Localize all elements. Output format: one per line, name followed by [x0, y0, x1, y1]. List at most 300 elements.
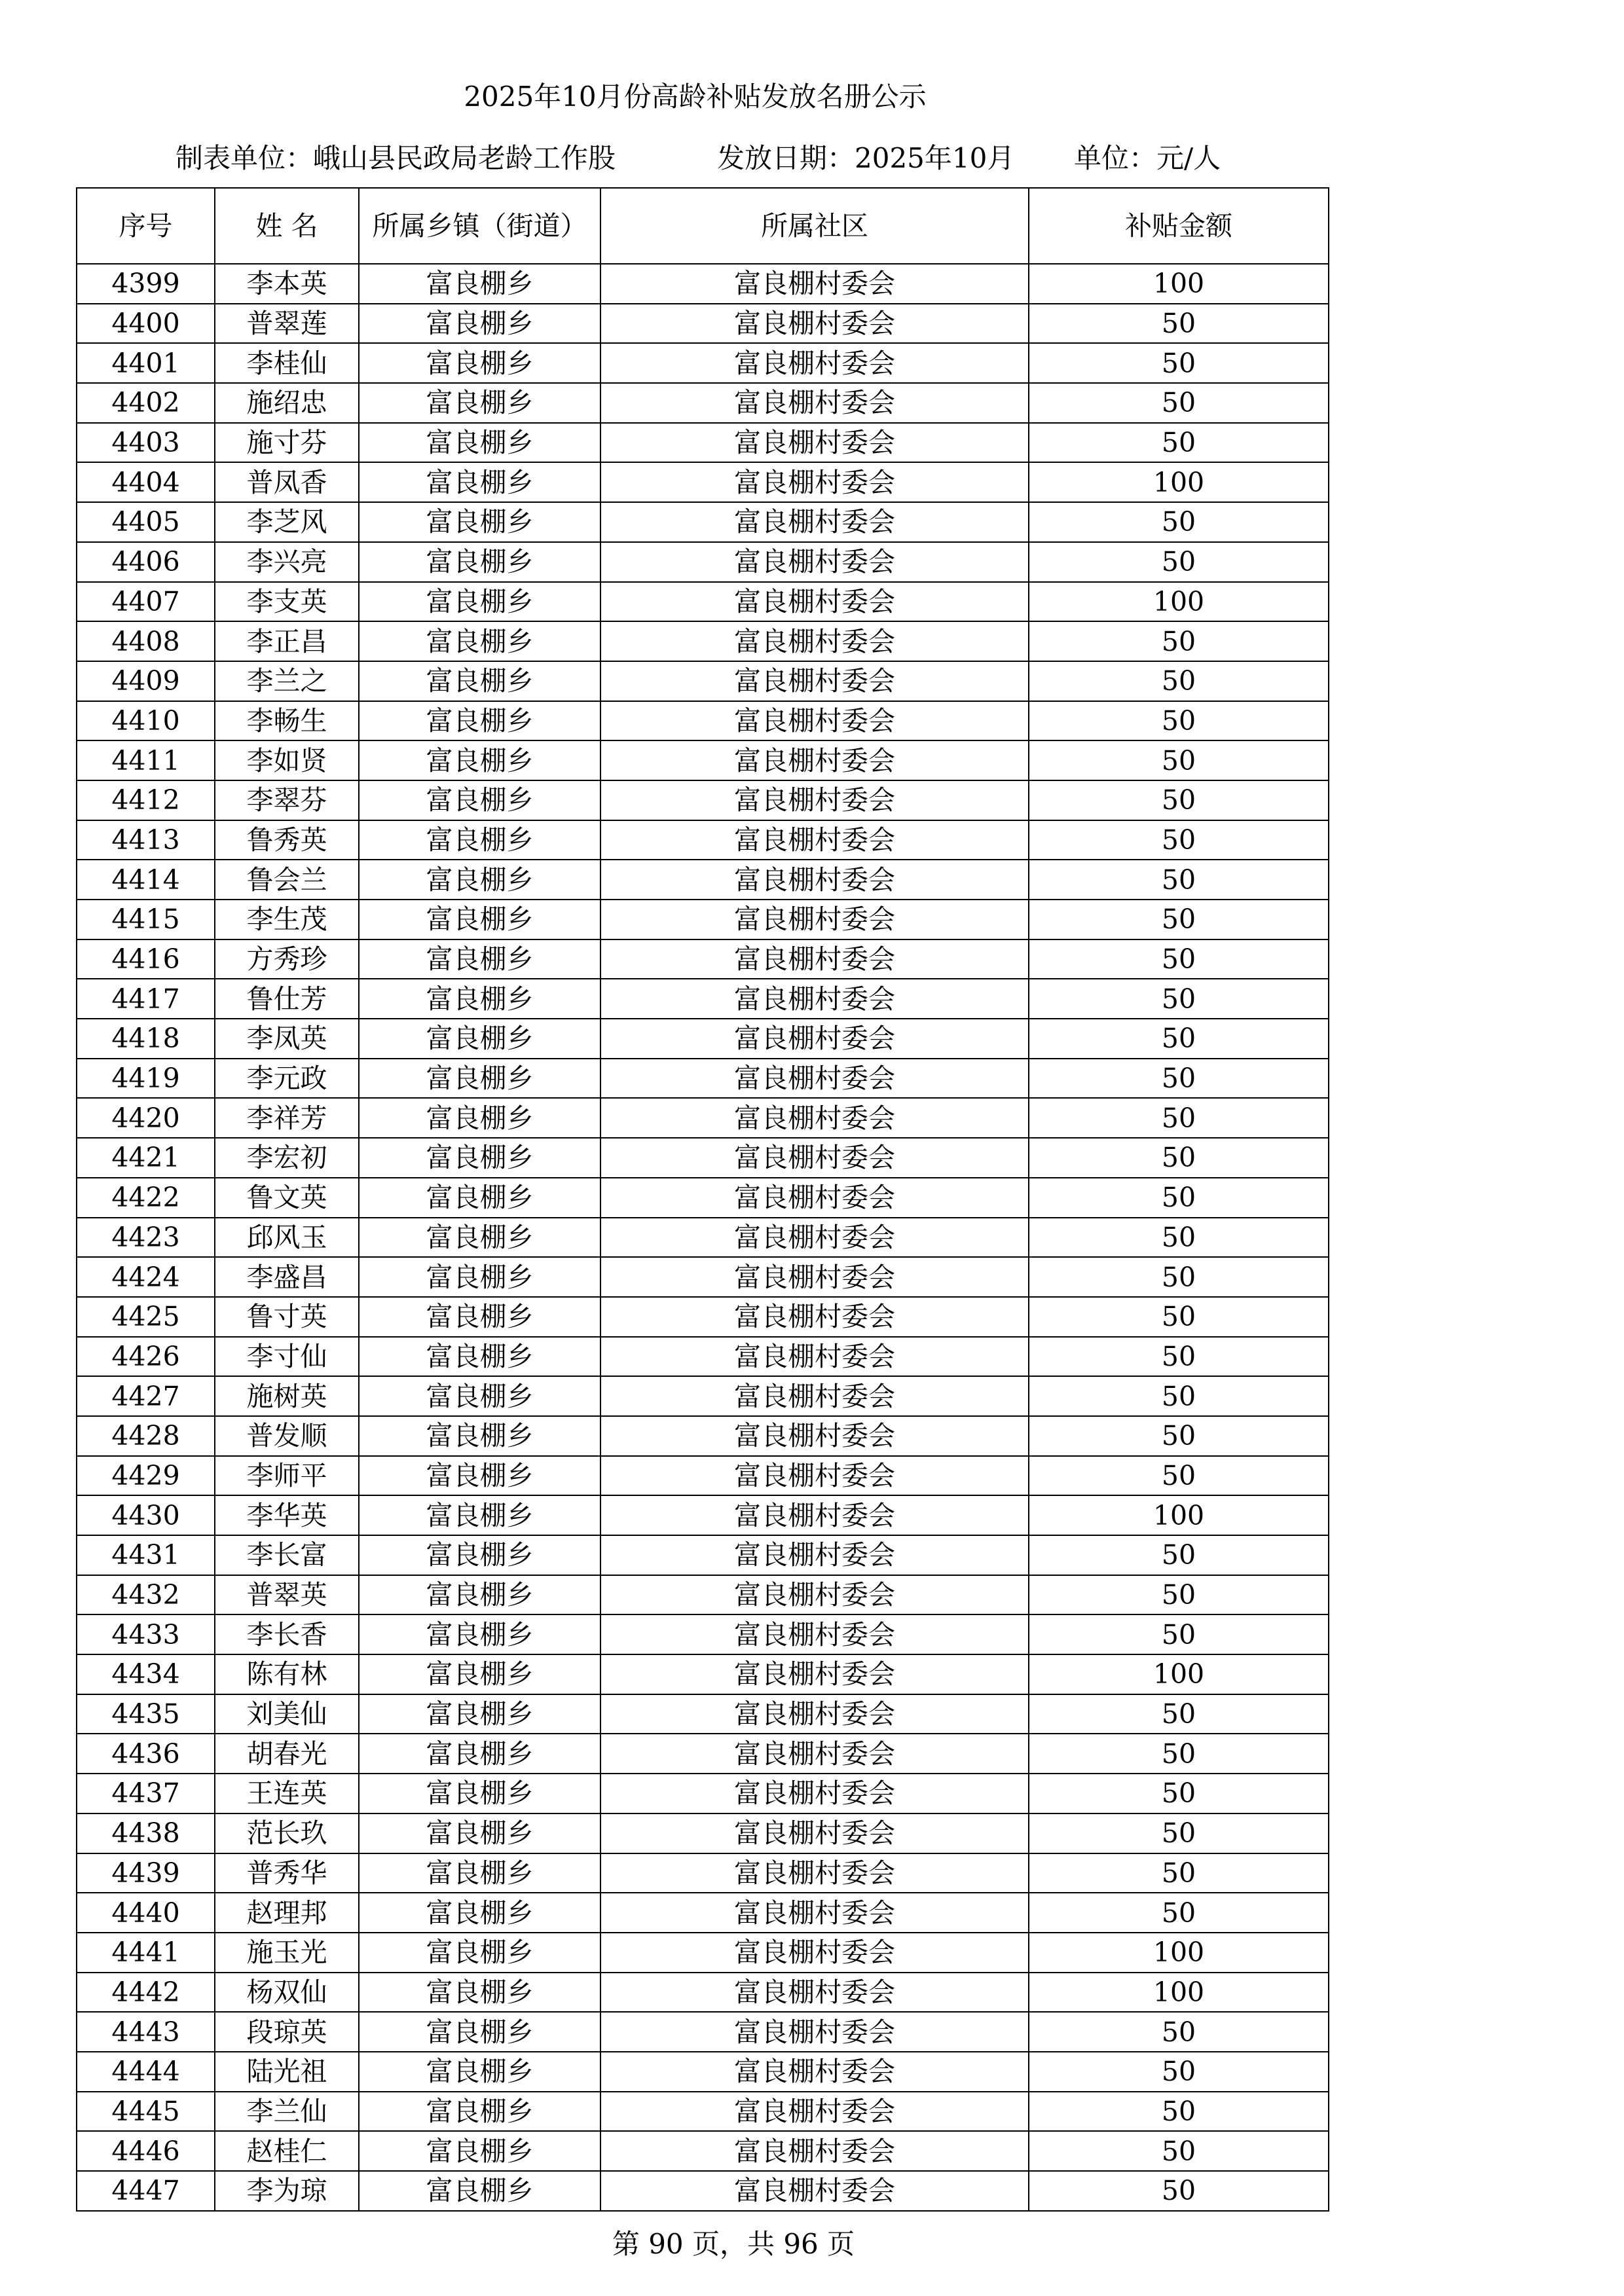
cell-community: 富良棚村委会	[600, 2052, 1029, 2092]
cell-serial: 4427	[77, 1376, 215, 1416]
table-row	[77, 900, 1329, 939]
table-row	[77, 780, 1329, 820]
cell-township: 富良棚乡	[359, 820, 600, 860]
cell-name: 施绍忠	[215, 383, 359, 423]
cell-amount: 50	[1029, 1376, 1329, 1416]
cell-name: 李祥芳	[215, 1098, 359, 1138]
cell-serial: 4411	[77, 740, 215, 780]
cell-township: 富良棚乡	[359, 462, 600, 502]
table-row	[77, 1535, 1329, 1575]
table-row	[77, 979, 1329, 1019]
cell-community: 富良棚村委会	[600, 1337, 1029, 1377]
cell-name: 李兰之	[215, 661, 359, 701]
table-row	[77, 1098, 1329, 1138]
cell-amount: 100	[1029, 264, 1329, 304]
cell-township: 富良棚乡	[359, 661, 600, 701]
cell-serial: 4403	[77, 423, 215, 463]
document-title: 2025年10月份高龄补贴发放名册公示	[464, 81, 927, 113]
cell-name: 李翠芬	[215, 780, 359, 820]
table-row	[77, 1893, 1329, 1933]
header-township: 所属乡镇（街道）	[359, 188, 600, 264]
cell-amount: 50	[1029, 1218, 1329, 1258]
cell-serial: 4442	[77, 1973, 215, 2013]
cell-serial: 4431	[77, 1535, 215, 1575]
cell-community: 富良棚村委会	[600, 1535, 1029, 1575]
cell-township: 富良棚乡	[359, 582, 600, 622]
cell-amount: 50	[1029, 701, 1329, 741]
cell-serial: 4443	[77, 2012, 215, 2052]
cell-township: 富良棚乡	[359, 701, 600, 741]
cell-township: 富良棚乡	[359, 1416, 600, 1456]
cell-township: 富良棚乡	[359, 1337, 600, 1377]
cell-amount: 50	[1029, 621, 1329, 661]
cell-community: 富良棚村委会	[600, 860, 1029, 900]
cell-township: 富良棚乡	[359, 860, 600, 900]
cell-serial: 4432	[77, 1575, 215, 1615]
cell-township: 富良棚乡	[359, 939, 600, 979]
table-row	[77, 1933, 1329, 1973]
cell-name: 普凤香	[215, 462, 359, 502]
cell-name: 鲁寸英	[215, 1297, 359, 1337]
table-row	[77, 1734, 1329, 1774]
cell-township: 富良棚乡	[359, 2171, 600, 2211]
cell-township: 富良棚乡	[359, 1654, 600, 1694]
cell-township: 富良棚乡	[359, 900, 600, 939]
cell-township: 富良棚乡	[359, 1813, 600, 1853]
cell-serial: 4441	[77, 1933, 215, 1973]
cell-amount: 50	[1029, 1614, 1329, 1654]
cell-community: 富良棚村委会	[600, 1893, 1029, 1933]
issue-date: 发放日期：2025年10月	[717, 142, 1015, 174]
cell-amount: 50	[1029, 2012, 1329, 2052]
cell-township: 富良棚乡	[359, 1893, 600, 1933]
cell-community: 富良棚村委会	[600, 979, 1029, 1019]
cell-community: 富良棚村委会	[600, 1218, 1029, 1258]
cell-name: 普翠莲	[215, 304, 359, 344]
table-row	[77, 1138, 1329, 1178]
cell-name: 李兰仙	[215, 2092, 359, 2132]
table-row	[77, 1059, 1329, 1099]
cell-name: 赵理邦	[215, 1893, 359, 1933]
cell-serial: 4446	[77, 2131, 215, 2171]
cell-community: 富良棚村委会	[600, 740, 1029, 780]
page-number: 第 90 页，共 96 页	[612, 2228, 855, 2260]
cell-community: 富良棚村委会	[600, 423, 1029, 463]
cell-community: 富良棚村委会	[600, 1456, 1029, 1496]
cell-community: 富良棚村委会	[600, 343, 1029, 383]
cell-serial: 4447	[77, 2171, 215, 2211]
cell-community: 富良棚村委会	[600, 542, 1029, 582]
cell-amount: 50	[1029, 1098, 1329, 1138]
cell-township: 富良棚乡	[359, 780, 600, 820]
cell-name: 赵桂仁	[215, 2131, 359, 2171]
cell-community: 富良棚村委会	[600, 2131, 1029, 2171]
table-row	[77, 1376, 1329, 1416]
header-serial: 序号	[77, 188, 215, 264]
cell-township: 富良棚乡	[359, 1933, 600, 1973]
cell-community: 富良棚村委会	[600, 264, 1029, 304]
table-row	[77, 2131, 1329, 2171]
cell-serial: 4418	[77, 1019, 215, 1059]
cell-name: 王连英	[215, 1774, 359, 1813]
cell-amount: 100	[1029, 1933, 1329, 1973]
cell-community: 富良棚村委会	[600, 661, 1029, 701]
cell-amount: 50	[1029, 740, 1329, 780]
cell-amount: 50	[1029, 939, 1329, 979]
table-row	[77, 1973, 1329, 2013]
amount-unit: 单位：元/人	[1074, 142, 1221, 174]
cell-community: 富良棚村委会	[600, 1297, 1029, 1337]
cell-name: 李师平	[215, 1456, 359, 1496]
cell-amount: 50	[1029, 1575, 1329, 1615]
table-row	[77, 1694, 1329, 1734]
header-community: 所属社区	[600, 188, 1029, 264]
cell-serial: 4410	[77, 701, 215, 741]
cell-amount: 50	[1029, 1774, 1329, 1813]
cell-township: 富良棚乡	[359, 740, 600, 780]
cell-community: 富良棚村委会	[600, 1019, 1029, 1059]
cell-name: 段琼英	[215, 2012, 359, 2052]
cell-amount: 50	[1029, 1138, 1329, 1178]
cell-township: 富良棚乡	[359, 1376, 600, 1416]
cell-township: 富良棚乡	[359, 423, 600, 463]
table-row	[77, 2171, 1329, 2211]
header-amount: 补贴金额	[1029, 188, 1329, 264]
cell-serial: 4399	[77, 264, 215, 304]
cell-name: 李元政	[215, 1059, 359, 1099]
cell-amount: 50	[1029, 2052, 1329, 2092]
cell-serial: 4434	[77, 1654, 215, 1694]
cell-township: 富良棚乡	[359, 304, 600, 344]
cell-serial: 4419	[77, 1059, 215, 1099]
cell-community: 富良棚村委会	[600, 502, 1029, 542]
cell-serial: 4426	[77, 1337, 215, 1377]
table-row	[77, 383, 1329, 423]
cell-community: 富良棚村委会	[600, 1257, 1029, 1297]
cell-township: 富良棚乡	[359, 621, 600, 661]
cell-township: 富良棚乡	[359, 1257, 600, 1297]
cell-township: 富良棚乡	[359, 1456, 600, 1496]
issuing-unit: 制表单位：峨山县民政局老龄工作股	[175, 142, 616, 174]
cell-name: 李桂仙	[215, 343, 359, 383]
cell-name: 李长香	[215, 1614, 359, 1654]
cell-name: 鲁会兰	[215, 860, 359, 900]
cell-community: 富良棚村委会	[600, 2012, 1029, 2052]
cell-serial: 4406	[77, 542, 215, 582]
cell-amount: 50	[1029, 502, 1329, 542]
table-row	[77, 1178, 1329, 1218]
table-row	[77, 1456, 1329, 1496]
subsidy-table	[76, 187, 1329, 2212]
cell-name: 李长富	[215, 1535, 359, 1575]
cell-name: 普秀华	[215, 1853, 359, 1893]
cell-township: 富良棚乡	[359, 1774, 600, 1813]
cell-township: 富良棚乡	[359, 1218, 600, 1258]
table-row	[77, 502, 1329, 542]
cell-name: 鲁秀英	[215, 820, 359, 860]
cell-serial: 4416	[77, 939, 215, 979]
table-row	[77, 1218, 1329, 1258]
cell-township: 富良棚乡	[359, 1973, 600, 2013]
cell-serial: 4404	[77, 462, 215, 502]
cell-community: 富良棚村委会	[600, 462, 1029, 502]
cell-township: 富良棚乡	[359, 1853, 600, 1893]
header-name: 姓 名	[215, 188, 359, 264]
cell-serial: 4437	[77, 1774, 215, 1813]
cell-township: 富良棚乡	[359, 2092, 600, 2132]
cell-name: 李生茂	[215, 900, 359, 939]
table-row	[77, 1416, 1329, 1456]
cell-community: 富良棚村委会	[600, 1495, 1029, 1535]
cell-amount: 50	[1029, 542, 1329, 582]
cell-name: 陆光祖	[215, 2052, 359, 2092]
cell-name: 施玉光	[215, 1933, 359, 1973]
cell-name: 李本英	[215, 264, 359, 304]
cell-township: 富良棚乡	[359, 1059, 600, 1099]
cell-community: 富良棚村委会	[600, 1853, 1029, 1893]
cell-community: 富良棚村委会	[600, 1416, 1029, 1456]
cell-amount: 50	[1029, 1337, 1329, 1377]
cell-amount: 50	[1029, 1694, 1329, 1734]
cell-community: 富良棚村委会	[600, 582, 1029, 622]
cell-serial: 4420	[77, 1098, 215, 1138]
cell-township: 富良棚乡	[359, 264, 600, 304]
cell-serial: 4412	[77, 780, 215, 820]
table-row	[77, 1654, 1329, 1694]
cell-community: 富良棚村委会	[600, 820, 1029, 860]
cell-amount: 50	[1029, 820, 1329, 860]
table-row	[77, 621, 1329, 661]
cell-serial: 4445	[77, 2092, 215, 2132]
cell-amount: 50	[1029, 1893, 1329, 1933]
cell-township: 富良棚乡	[359, 383, 600, 423]
cell-community: 富良棚村委会	[600, 1059, 1029, 1099]
cell-community: 富良棚村委会	[600, 939, 1029, 979]
cell-township: 富良棚乡	[359, 1614, 600, 1654]
cell-community: 富良棚村委会	[600, 1178, 1029, 1218]
table-row	[77, 2012, 1329, 2052]
cell-serial: 4414	[77, 860, 215, 900]
cell-amount: 50	[1029, 1178, 1329, 1218]
cell-community: 富良棚村委会	[600, 383, 1029, 423]
cell-amount: 50	[1029, 1456, 1329, 1496]
cell-name: 李寸仙	[215, 1337, 359, 1377]
cell-amount: 50	[1029, 1059, 1329, 1099]
table-row	[77, 2052, 1329, 2092]
cell-serial: 4435	[77, 1694, 215, 1734]
cell-community: 富良棚村委会	[600, 1575, 1029, 1615]
cell-name: 李如贤	[215, 740, 359, 780]
cell-serial: 4433	[77, 1614, 215, 1654]
cell-amount: 50	[1029, 1535, 1329, 1575]
cell-township: 富良棚乡	[359, 1734, 600, 1774]
cell-amount: 50	[1029, 1416, 1329, 1456]
cell-amount: 50	[1029, 1734, 1329, 1774]
cell-serial: 4421	[77, 1138, 215, 1178]
cell-township: 富良棚乡	[359, 343, 600, 383]
table-row	[77, 582, 1329, 622]
table-row	[77, 423, 1329, 463]
cell-serial: 4413	[77, 820, 215, 860]
cell-township: 富良棚乡	[359, 2012, 600, 2052]
table-row	[77, 542, 1329, 582]
table-row	[77, 1575, 1329, 1615]
cell-community: 富良棚村委会	[600, 701, 1029, 741]
cell-serial: 4417	[77, 979, 215, 1019]
table-header-row	[77, 188, 1329, 264]
cell-name: 陈有林	[215, 1654, 359, 1694]
table-row	[77, 1853, 1329, 1893]
cell-serial: 4423	[77, 1218, 215, 1258]
cell-community: 富良棚村委会	[600, 1614, 1029, 1654]
table-row	[77, 264, 1329, 304]
cell-name: 李宏初	[215, 1138, 359, 1178]
table-row	[77, 820, 1329, 860]
cell-serial: 4424	[77, 1257, 215, 1297]
cell-name: 李华英	[215, 1495, 359, 1535]
cell-amount: 50	[1029, 1257, 1329, 1297]
cell-community: 富良棚村委会	[600, 1098, 1029, 1138]
cell-serial: 4440	[77, 1893, 215, 1933]
cell-amount: 100	[1029, 582, 1329, 622]
table-row	[77, 343, 1329, 383]
cell-township: 富良棚乡	[359, 1535, 600, 1575]
cell-name: 施树英	[215, 1376, 359, 1416]
cell-community: 富良棚村委会	[600, 1973, 1029, 2013]
cell-serial: 4402	[77, 383, 215, 423]
cell-name: 普翠英	[215, 1575, 359, 1615]
cell-serial: 4422	[77, 1178, 215, 1218]
cell-amount: 50	[1029, 2131, 1329, 2171]
table-row	[77, 701, 1329, 741]
table-row	[77, 304, 1329, 344]
cell-township: 富良棚乡	[359, 542, 600, 582]
cell-community: 富良棚村委会	[600, 1138, 1029, 1178]
cell-name: 李正昌	[215, 621, 359, 661]
table-row	[77, 1019, 1329, 1059]
cell-community: 富良棚村委会	[600, 1813, 1029, 1853]
cell-community: 富良棚村委会	[600, 1654, 1029, 1694]
cell-amount: 100	[1029, 1973, 1329, 2013]
cell-amount: 50	[1029, 383, 1329, 423]
cell-township: 富良棚乡	[359, 1138, 600, 1178]
cell-name: 刘美仙	[215, 1694, 359, 1734]
cell-name: 方秀珍	[215, 939, 359, 979]
table-row	[77, 462, 1329, 502]
cell-serial: 4436	[77, 1734, 215, 1774]
table-body	[77, 264, 1329, 2211]
table-row	[77, 740, 1329, 780]
cell-name: 胡春光	[215, 1734, 359, 1774]
cell-serial: 4408	[77, 621, 215, 661]
cell-township: 富良棚乡	[359, 2131, 600, 2171]
cell-township: 富良棚乡	[359, 1178, 600, 1218]
cell-name: 李盛昌	[215, 1257, 359, 1297]
cell-name: 李支英	[215, 582, 359, 622]
cell-name: 鲁文英	[215, 1178, 359, 1218]
cell-serial: 4429	[77, 1456, 215, 1496]
table-row	[77, 2092, 1329, 2132]
cell-township: 富良棚乡	[359, 1495, 600, 1535]
cell-serial: 4401	[77, 343, 215, 383]
cell-serial: 4430	[77, 1495, 215, 1535]
cell-community: 富良棚村委会	[600, 1376, 1029, 1416]
cell-community: 富良棚村委会	[600, 1734, 1029, 1774]
cell-serial: 4415	[77, 900, 215, 939]
cell-serial: 4439	[77, 1853, 215, 1893]
table-row	[77, 1337, 1329, 1377]
cell-name: 邱风玉	[215, 1218, 359, 1258]
cell-township: 富良棚乡	[359, 1575, 600, 1615]
cell-amount: 50	[1029, 780, 1329, 820]
cell-community: 富良棚村委会	[600, 1694, 1029, 1734]
cell-amount: 50	[1029, 1297, 1329, 1337]
cell-amount: 50	[1029, 979, 1329, 1019]
cell-township: 富良棚乡	[359, 1297, 600, 1337]
cell-community: 富良棚村委会	[600, 2171, 1029, 2211]
cell-amount: 100	[1029, 1654, 1329, 1694]
cell-serial: 4405	[77, 502, 215, 542]
cell-community: 富良棚村委会	[600, 2092, 1029, 2132]
cell-amount: 50	[1029, 2092, 1329, 2132]
cell-name: 李畅生	[215, 701, 359, 741]
cell-name: 李凤英	[215, 1019, 359, 1059]
table-row	[77, 860, 1329, 900]
cell-serial: 4409	[77, 661, 215, 701]
table-row	[77, 1297, 1329, 1337]
cell-serial: 4400	[77, 304, 215, 344]
cell-serial: 4438	[77, 1813, 215, 1853]
cell-amount: 50	[1029, 423, 1329, 463]
cell-community: 富良棚村委会	[600, 621, 1029, 661]
cell-serial: 4444	[77, 2052, 215, 2092]
cell-township: 富良棚乡	[359, 2052, 600, 2092]
cell-township: 富良棚乡	[359, 979, 600, 1019]
cell-name: 鲁仕芳	[215, 979, 359, 1019]
cell-serial: 4428	[77, 1416, 215, 1456]
cell-name: 李兴亮	[215, 542, 359, 582]
cell-name: 普发顺	[215, 1416, 359, 1456]
table-row	[77, 1813, 1329, 1853]
cell-township: 富良棚乡	[359, 502, 600, 542]
cell-amount: 100	[1029, 1495, 1329, 1535]
cell-name: 范长玖	[215, 1813, 359, 1853]
cell-community: 富良棚村委会	[600, 1774, 1029, 1813]
cell-amount: 50	[1029, 900, 1329, 939]
cell-serial: 4407	[77, 582, 215, 622]
table-row	[77, 1257, 1329, 1297]
cell-township: 富良棚乡	[359, 1694, 600, 1734]
cell-amount: 50	[1029, 1019, 1329, 1059]
cell-amount: 50	[1029, 1813, 1329, 1853]
cell-name: 李芝风	[215, 502, 359, 542]
table-row	[77, 661, 1329, 701]
cell-township: 富良棚乡	[359, 1019, 600, 1059]
table-row	[77, 1774, 1329, 1813]
cell-township: 富良棚乡	[359, 1098, 600, 1138]
cell-amount: 50	[1029, 1853, 1329, 1893]
cell-amount: 50	[1029, 860, 1329, 900]
table-row	[77, 939, 1329, 979]
cell-name: 李为琼	[215, 2171, 359, 2211]
cell-name: 杨双仙	[215, 1973, 359, 2013]
cell-amount: 50	[1029, 304, 1329, 344]
table-row	[77, 1614, 1329, 1654]
cell-amount: 100	[1029, 462, 1329, 502]
cell-amount: 50	[1029, 343, 1329, 383]
cell-community: 富良棚村委会	[600, 304, 1029, 344]
cell-name: 施寸芬	[215, 423, 359, 463]
